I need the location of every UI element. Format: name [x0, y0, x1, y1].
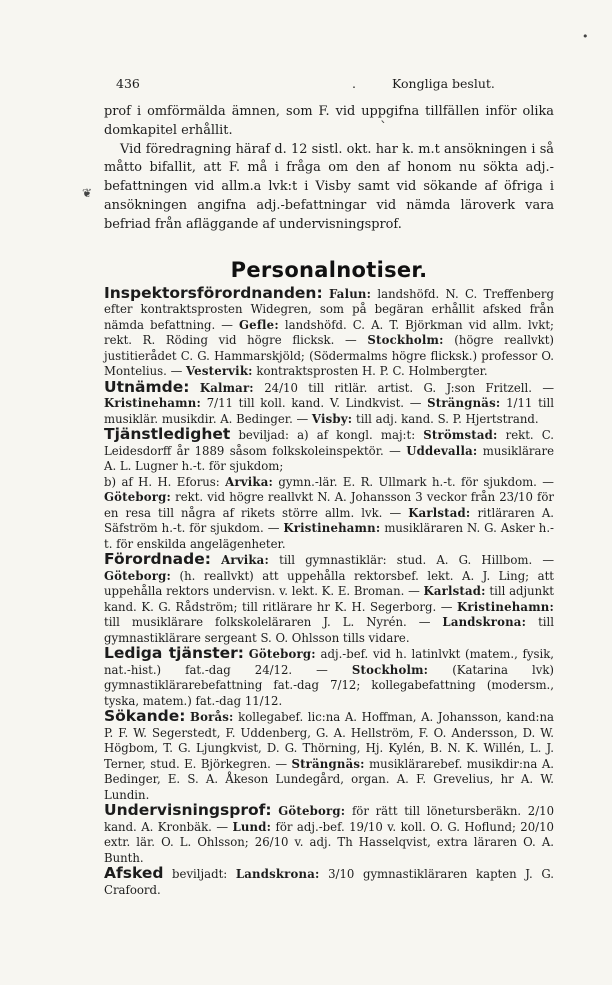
- notice-text: musiklärarebef. musikdir:na A. Bedinger, E. S. A. Åkeson Lundegård, organ. A. F. Grevelius, hr A. W. Lundin.: [104, 756, 554, 802]
- place-name: Arvika:: [221, 553, 269, 568]
- place-name: Stockholm:: [367, 333, 444, 348]
- notice-text: (högre reallvkt) justitierådet C. G. Hammarskjöld; (Södermalms högre flicksk.) professor O. Montelius. —: [104, 333, 554, 379]
- place-name: Göteborg:: [278, 804, 346, 819]
- notice-heading: Undervisningsprof:: [104, 801, 272, 820]
- notice-text: till musiklärare folkskoleläraren J. L. Nyrén. —: [104, 615, 443, 630]
- place-name: Strängnäs:: [427, 396, 501, 411]
- header-dot: .: [352, 76, 356, 91]
- place-name: Lund:: [232, 819, 272, 834]
- notice-text: till adjunkt kand. K. G. Rådström; till ritlärare hr K. H. Segerborg. —: [104, 584, 554, 614]
- notice-paragraph: [104, 803, 554, 866]
- notice-heading: Inspektorsförordnanden:: [104, 283, 323, 302]
- notice-heading: Lediga tjänster:: [104, 644, 244, 663]
- place-name: Göteborg:: [104, 490, 172, 505]
- notice-text: [189, 381, 199, 395]
- place-name: Göteborg:: [248, 647, 316, 662]
- check-mark: ˋ: [380, 120, 387, 136]
- section-title: Personalnotiser.: [230, 257, 428, 282]
- place-name: Kristinehamn:: [283, 521, 381, 536]
- notice-text: (Katarina lvk) gymnastiklärarebefattning fat.-dag 7/12; kollegabefattning (modersm., tyska, matem.) fat.-dag 11/12.: [104, 662, 554, 708]
- intro-paragraph: prof i omförmälda ämnen, som F. vid uppgifna tillfällen inför olika domkapitel erhållit.: [104, 104, 554, 138]
- notice-paragraph: [104, 283, 554, 380]
- notice-heading: Förordnade:: [104, 550, 211, 569]
- place-name: Landskrona:: [235, 867, 320, 882]
- notice-heading: Afsked: [104, 864, 164, 883]
- notice-text: 7/11 till koll. kand. V. Lindkvist. —: [200, 396, 428, 411]
- notice-text: ritläraren A. Säfström h.-t. för sjukdom. —: [104, 505, 554, 536]
- place-name: Stockholm:: [351, 662, 429, 677]
- personal-notices: [104, 283, 555, 899]
- notice-heading: Tjänstledighet: [104, 425, 231, 444]
- notice-paragraph: [104, 552, 554, 646]
- notice-text: gymn.-lär. E. R. Ullmark h.-t. för sjukdom. —: [273, 474, 554, 489]
- notice-paragraph: [104, 377, 555, 428]
- place-name: Strängnäs:: [291, 756, 365, 771]
- intro-paragraph: Vid föredragning häraf d. 12 sistl. okt. har k. m.t ansökningen i så måtto bifallit, att F. må i fråga om den af honom nu sökta adj.-befattningen vid allm.a lvk:t i Visby samt vid sökande af öfriga i ansökningen angifna adj.-befattningar vid nämda läroverk vara befriad från afläggande af undervisningsprof.: [104, 141, 554, 232]
- notice-paragraph: [104, 475, 554, 553]
- notice-text: till gymnastiklär: stud. A. G. Hillbom. —: [268, 553, 554, 568]
- place-name: Borås:: [190, 710, 234, 725]
- place-name: Falun:: [328, 286, 372, 301]
- place-name: Landskrona:: [442, 615, 527, 630]
- notice-text: [211, 553, 221, 567]
- notice-text: 1/11 till musiklär. musikdir. A. Bedinger. —: [104, 396, 554, 426]
- notice-text: rekt. vid högre reallvkt N. A. Johansson 3 veckor från 23/10 för en resa till några af rikets större allm. lvk. —: [104, 490, 554, 520]
- notice-text: för adj.-bef. 19/10 v. koll. O. G. Hoflund; 20/10 extr. lär. O. L. Ohlsson; 26/10 v. adj. Th Hasselqvist, extra läraren O. A. Bunth.: [104, 819, 554, 865]
- notice-text: till gymnastiklärare sergeant S. O. Ohlsson tills vidare.: [104, 615, 554, 645]
- notice-text: 24/10 till ritlär. artist. G. J:son Fritzell. —: [253, 380, 555, 395]
- place-name: Kristinehamn:: [457, 599, 554, 614]
- notice-text: landshöfd. C. A. T. Björkman vid allm. lvkt; rekt. R. Röding vid högre flicksk. —: [104, 317, 554, 348]
- notice-text: rekt. C. Leidesdorff år 1889 såsom folkskoleinspektör. —: [104, 428, 554, 458]
- notice-text: kollegabef. lic:na A. Hoffman, A. Johansson, kand:na P. F. W. Segerstedt, F. Uddenberg, G. A. Hellström, F. O. Andersson, D. W. Högbom, T. G. Ljungkvist, D. G. Thörning, Hj. Kylén, B. N. K. Willén, L. J. Terner, stud. E. Björkegren. —: [104, 710, 554, 771]
- place-name: Uddevalla:: [406, 443, 478, 458]
- notice-text: kontraktsprosten H. P. C. Holmbergter.: [252, 364, 488, 379]
- place-name: Kristinehamn:: [104, 396, 201, 411]
- notice-paragraph: [104, 709, 554, 803]
- intro-text: [104, 103, 554, 235]
- notice-heading: Utnämde:: [104, 377, 190, 396]
- notice-text: landshöfd. N. C. Treffenberg efter kontraktsprosten Widegren, som på begäran erhållit afsked från nämda befattning. —: [104, 286, 554, 332]
- place-name: Gefle:: [239, 317, 279, 332]
- place-name: Kalmar:: [199, 380, 254, 395]
- notice-text: b) af H. H. Eforus:: [104, 474, 226, 489]
- notice-text: musiklärare A. L. Lugner h.-t. för sjukdom;: [104, 443, 554, 474]
- place-name: Karlstad:: [408, 505, 471, 520]
- notice-text: (h. reallvkt) att uppehålla rektorsbef. lekt. A. J. Ling; att uppehålla rektors undervisn. v. lekt. K. E. Broman. —: [104, 568, 554, 599]
- page-header: [116, 76, 556, 92]
- margin-mark: ❦: [82, 186, 93, 200]
- notice-paragraph: [104, 427, 554, 475]
- notice-text: beviljad: a) af kongl. maj:t:: [230, 428, 424, 443]
- place-name: Göteborg:: [104, 568, 172, 583]
- notice-paragraph: [104, 646, 554, 709]
- notice-text: 3/10 gymnastikläraren kapten J. G. Crafoord.: [104, 867, 554, 897]
- notice-text: beviljadt:: [163, 867, 236, 882]
- notice-text: adj.-bef. vid h. latinlvkt (matem., fysik, nat.-hist.) fat.-dag 24/12. —: [104, 647, 554, 677]
- page-number: 436: [116, 76, 140, 91]
- corner-bullet-mark: •: [582, 30, 589, 43]
- running-title: Kongliga beslut.: [392, 76, 495, 91]
- place-name: Strömstad:: [423, 428, 498, 443]
- notice-text: till adj. kand. S. P. Hjertstrand.: [352, 411, 539, 426]
- page-body: [104, 103, 554, 898]
- notice-heading: Sökande:: [104, 707, 186, 726]
- notice-text: för rätt till lönetursberäkn. 2/10 kand. A. Kronbäk. —: [104, 804, 555, 834]
- notice-paragraph: [104, 866, 554, 898]
- place-name: Karlstad:: [423, 584, 486, 599]
- place-name: Visby:: [311, 411, 353, 426]
- place-name: Vestervik:: [185, 364, 253, 379]
- place-name: Arvika:: [225, 474, 274, 489]
- notice-text: musikläraren N. G. Asker h.-t. för enskilda angelägenheter.: [104, 521, 554, 551]
